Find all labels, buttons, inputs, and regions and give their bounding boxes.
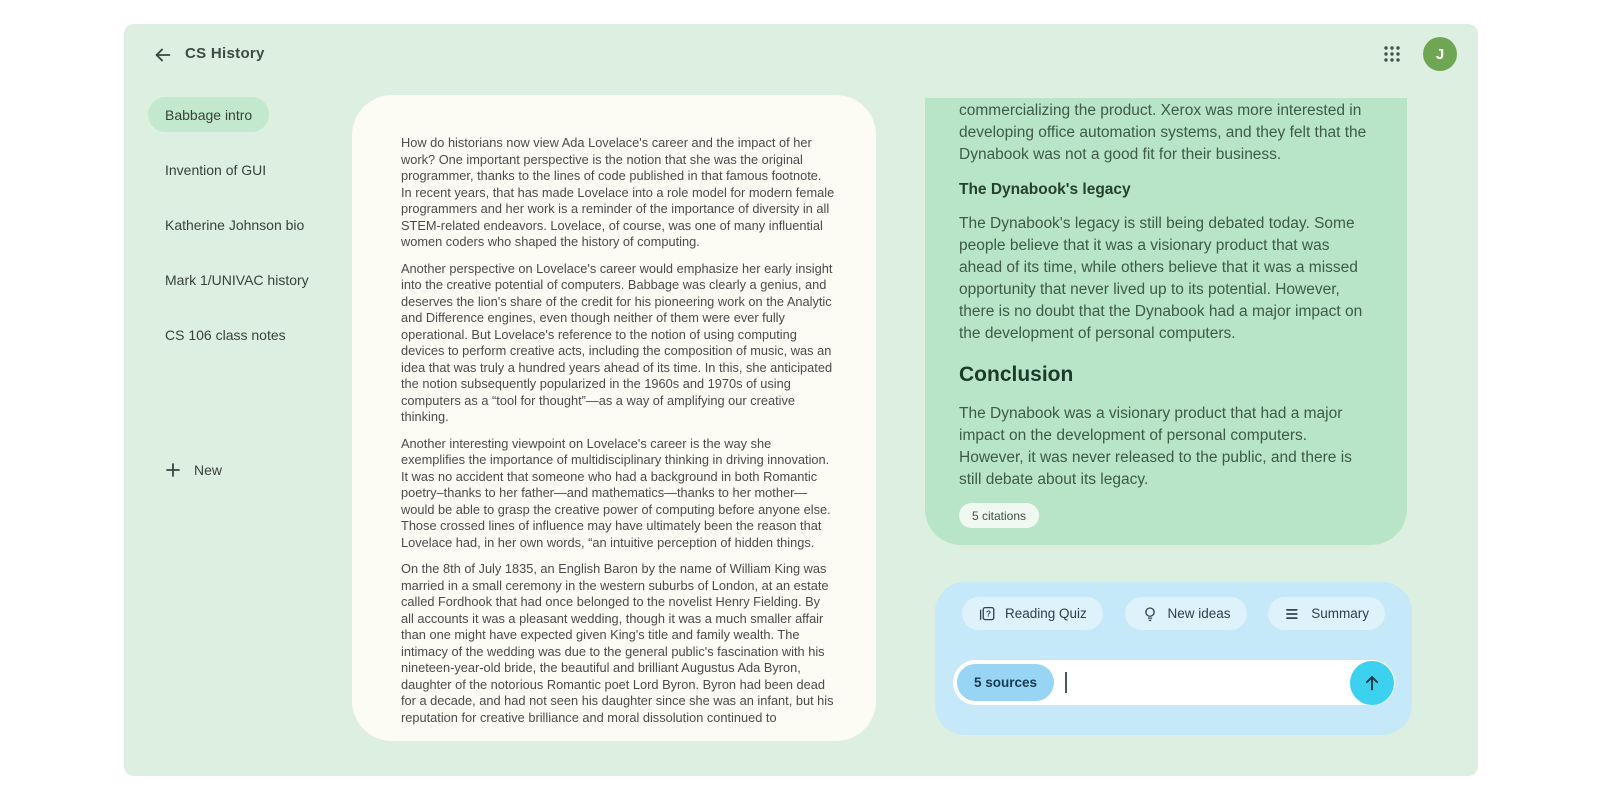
note-legacy-heading: The Dynabook's legacy [959, 181, 1131, 198]
document-panel[interactable] [352, 95, 876, 741]
new-note-label: New [194, 462, 223, 478]
sidebar-note-item[interactable] [148, 317, 303, 352]
new-note-button[interactable] [165, 462, 358, 478]
back-button[interactable] [148, 40, 178, 70]
app-window [124, 24, 1478, 776]
note-intro-paragraph: commercializing the product. Xerox was more interested in developing office automation systems, and they felt that the Dynabook was not a good fit for their business. [959, 102, 1367, 163]
sidebar-item-label: CS 106 class notes [165, 326, 286, 343]
chat-input-container[interactable] [953, 660, 1395, 705]
list-icon [1284, 605, 1302, 623]
send-button[interactable] [1350, 661, 1394, 705]
document-paragraph: On the 8th of July 1835, an English Baron by the name of William King was married in a small ceremony in the western suburbs of London, at an estate called Fordhook that had once belonged to the novelist Henry Fielding. By all accounts it was a pleasant wedding, though it was a much smaller affair than one might have expected given King's title and family wealth. The intimacy of the wedding was due to the general public's fascination with his nineteen-year-old bride, the beautiful and brilliant Augustus Ada Byron, daughter of the notorious Romantic poet Lord Byron. Byron had been dead for a decade, and had not seen his daughter since she was an infant, but his reputation for creative brilliance and moral dissolution continued to [401, 561, 834, 725]
reading-quiz-chip[interactable] [962, 597, 1103, 630]
suggestion-chips-row [962, 597, 1385, 630]
arrow-left-icon [152, 44, 174, 66]
document-text [401, 135, 835, 736]
new-ideas-chip[interactable] [1125, 597, 1247, 630]
sidebar-note-item[interactable] [148, 97, 269, 132]
summary-label: Summary [1311, 606, 1369, 621]
arrow-up-icon [1361, 672, 1383, 694]
sidebar-item-label: Katherine Johnson bio [165, 216, 305, 233]
sidebar-note-item[interactable] [148, 152, 283, 187]
svg-text:?: ? [985, 609, 992, 619]
sidebar-item-label: Babbage intro [165, 106, 253, 123]
composer-panel [935, 582, 1412, 735]
chat-input[interactable] [1067, 660, 1350, 705]
note-conclusion-paragraph: The Dynabook was a visionary product that had a major impact on the development of personal computers. However, it was never released to the public, and there is still debate about its legacy. [959, 405, 1352, 488]
sidebar [148, 97, 358, 372]
header [124, 24, 1478, 86]
plus-icon [165, 462, 181, 478]
new-ideas-label: New ideas [1167, 606, 1231, 621]
sidebar-note-item[interactable] [148, 207, 321, 242]
reading-quiz-label: Reading Quiz [1005, 606, 1087, 621]
avatar[interactable]: J [1423, 37, 1457, 71]
sidebar-note-item[interactable] [148, 262, 326, 297]
apps-grid-button[interactable] [1377, 39, 1407, 69]
sidebar-footer [148, 446, 358, 478]
note-legacy-paragraph: The Dynabook's legacy is still being debated today. Some people believe that it was a visionary product that was ahead of its time, while others believe that it was a missed opportunity that never lived up to its potential. However, there is no doubt that the Dynabook had a major impact on the development of personal computers. [959, 215, 1363, 342]
ai-note-card[interactable] [925, 98, 1407, 545]
sources-chip[interactable]: 5 sources [957, 664, 1054, 701]
lightbulb-icon [1141, 605, 1159, 623]
sidebar-item-label: Invention of GUI [165, 161, 267, 178]
quiz-icon [978, 605, 996, 623]
sidebar-item-label: Mark 1/UNIVAC history [165, 271, 309, 288]
citations-chip[interactable]: 5 citations [959, 503, 1039, 528]
page-title: CS History [185, 45, 265, 62]
grid-3x3-icon [1382, 44, 1402, 64]
note-conclusion-heading: Conclusion [959, 363, 1074, 386]
summary-chip[interactable] [1268, 597, 1385, 630]
document-paragraph: Another interesting viewpoint on Lovelace's career is the way she exemplifies the importance of multidisciplinary thinking in driving innovation. It was no accident that someone who had a background in both Romantic poetry–thanks to her father—and mathematics—thanks to her mother—would be able to grasp the creative power of computing before anyone else. Those crossed lines of influence may have ultimately been the reason that Lovelace had, in her own words, “an intuitive perception of hidden things. [401, 435, 831, 550]
document-paragraph: How do historians now view Ada Lovelace's career and the impact of her work? One important perspective is the notion that she was the original programmer, thanks to the lines of code published in that famous footnote. In recent years, that has made Lovelace into a role model for modern female programmers and her work is a reminder of the importance of diversity in all STEM-related endeavors. Lovelace, of course, was one of many influential women coders who shaped the history of computing. [401, 135, 835, 249]
document-paragraph: Another perspective on Lovelace's career would emphasize her early insight into the creative potential of computers. Babbage was clearly a genius, and deserves the lion's share of the credit for his pioneering work on the Analytic and Difference engines, even though neither of them were ever fully operational. But Lovelace's reference to the notion of using computing devices to perform creative acts, including the composition of music, was an idea that was truly a hundred years ahead of its time. In this, she anticipated the notion subsequently popularized in the 1960s and 1970s of using computers as a “tool for thought”—as a way of amplifying our creative thinking. [401, 260, 833, 424]
